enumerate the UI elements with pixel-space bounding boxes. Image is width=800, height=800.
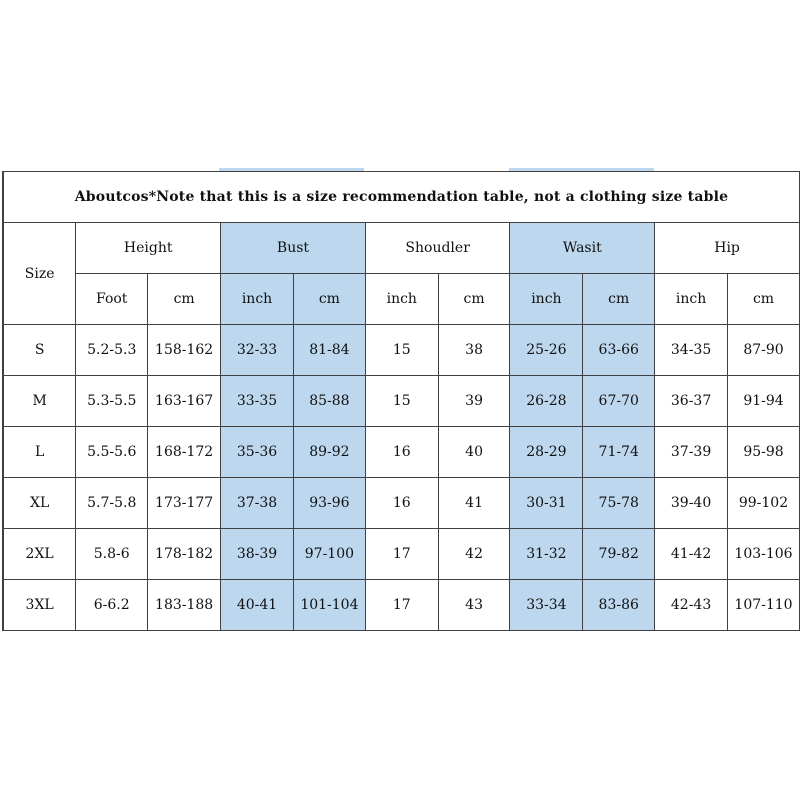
shoulder-cm-cell: 39 (438, 376, 510, 427)
bust-cm-cell: 85-88 (293, 376, 365, 427)
shoulder-cm-cell: 38 (438, 325, 510, 376)
size-cell: 2XL (3, 529, 76, 580)
table-row (3, 325, 800, 376)
waist-inch-cell: 28-29 (510, 427, 583, 478)
shoulder-cm-cell: 40 (438, 427, 510, 478)
height-cm-cell: 158-162 (148, 325, 221, 376)
bust-cm-cell: 97-100 (293, 529, 365, 580)
height-foot-cell: 6-6.2 (76, 580, 148, 631)
table-row (3, 376, 800, 427)
waist-cm-unit: cm (583, 274, 655, 325)
size-cell: M (3, 376, 76, 427)
bust-inch-cell: 40-41 (221, 580, 294, 631)
size-cell: XL (3, 478, 76, 529)
hip-inch-cell: 36-37 (655, 376, 728, 427)
hip-inch-cell: 37-39 (655, 427, 728, 478)
shoulder-inch-cell: 17 (365, 580, 438, 631)
shoulder-inch-cell: 16 (365, 427, 438, 478)
waist-inch-unit: inch (510, 274, 583, 325)
height-foot-cell: 5.7-5.8 (76, 478, 148, 529)
hip-inch-cell: 41-42 (655, 529, 728, 580)
waist-cm-cell: 75-78 (583, 478, 655, 529)
height-cm-cell: 173-177 (148, 478, 221, 529)
hip-cm-cell: 107-110 (728, 580, 800, 631)
waist-cm-cell: 63-66 (583, 325, 655, 376)
waist-inch-cell: 25-26 (510, 325, 583, 376)
height-cm-cell: 163-167 (148, 376, 221, 427)
waist-header: Wasit (510, 223, 655, 274)
bust-cm-cell: 81-84 (293, 325, 365, 376)
unit-header-row (3, 274, 800, 325)
hip-inch-unit: inch (655, 274, 728, 325)
size-cell: S (3, 325, 76, 376)
height-foot-cell: 5.8-6 (76, 529, 148, 580)
shoulder-inch-cell: 15 (365, 325, 438, 376)
shoulder-inch-unit: inch (365, 274, 438, 325)
shoulder-cm-unit: cm (438, 274, 510, 325)
height-foot-cell: 5.5-5.6 (76, 427, 148, 478)
table-row (3, 478, 800, 529)
shoulder-cm-cell: 43 (438, 580, 510, 631)
hip-inch-cell: 39-40 (655, 478, 728, 529)
hip-cm-cell: 95-98 (728, 427, 800, 478)
table-row (3, 580, 800, 631)
size-recommendation-table (2, 171, 800, 631)
hip-cm-unit: cm (728, 274, 800, 325)
size-column-header: Size (3, 223, 76, 325)
hip-inch-cell: 42-43 (655, 580, 728, 631)
height-foot-cell: 5.2-5.3 (76, 325, 148, 376)
bust-inch-unit: inch (221, 274, 294, 325)
table-row (3, 529, 800, 580)
shoulder-inch-cell: 15 (365, 376, 438, 427)
bust-cm-unit: cm (293, 274, 365, 325)
height-header: Height (76, 223, 221, 274)
bust-inch-cell: 35-36 (221, 427, 294, 478)
size-cell: L (3, 427, 76, 478)
waist-cm-cell: 79-82 (583, 529, 655, 580)
shoulder-cm-cell: 42 (438, 529, 510, 580)
hip-cm-cell: 99-102 (728, 478, 800, 529)
height-cm-unit: cm (148, 274, 221, 325)
waist-cm-cell: 71-74 (583, 427, 655, 478)
shoulder-cm-cell: 41 (438, 478, 510, 529)
hip-cm-cell: 87-90 (728, 325, 800, 376)
title-row (3, 172, 800, 223)
bust-cm-cell: 101-104 (293, 580, 365, 631)
shoulder-inch-cell: 16 (365, 478, 438, 529)
waist-cm-cell: 67-70 (583, 376, 655, 427)
height-cm-cell: 178-182 (148, 529, 221, 580)
waist-inch-cell: 31-32 (510, 529, 583, 580)
bust-cm-cell: 89-92 (293, 427, 365, 478)
table-title: Aboutcos*Note that this is a size recommendation table, not a clothing size table (3, 172, 800, 223)
table-row (3, 427, 800, 478)
height-foot-unit: Foot (76, 274, 148, 325)
bust-inch-cell: 33-35 (221, 376, 294, 427)
waist-inch-cell: 26-28 (510, 376, 583, 427)
height-foot-cell: 5.3-5.5 (76, 376, 148, 427)
bust-inch-cell: 32-33 (221, 325, 294, 376)
hip-cm-cell: 103-106 (728, 529, 800, 580)
height-cm-cell: 168-172 (148, 427, 221, 478)
shoulder-header: Shoudler (365, 223, 510, 274)
waist-inch-cell: 30-31 (510, 478, 583, 529)
waist-cm-cell: 83-86 (583, 580, 655, 631)
bust-inch-cell: 37-38 (221, 478, 294, 529)
size-cell: 3XL (3, 580, 76, 631)
bust-inch-cell: 38-39 (221, 529, 294, 580)
hip-cm-cell: 91-94 (728, 376, 800, 427)
hip-inch-cell: 34-35 (655, 325, 728, 376)
bust-cm-cell: 93-96 (293, 478, 365, 529)
height-cm-cell: 183-188 (148, 580, 221, 631)
waist-inch-cell: 33-34 (510, 580, 583, 631)
hip-header: Hip (655, 223, 800, 274)
group-header-row (3, 223, 800, 274)
bust-header: Bust (221, 223, 366, 274)
shoulder-inch-cell: 17 (365, 529, 438, 580)
